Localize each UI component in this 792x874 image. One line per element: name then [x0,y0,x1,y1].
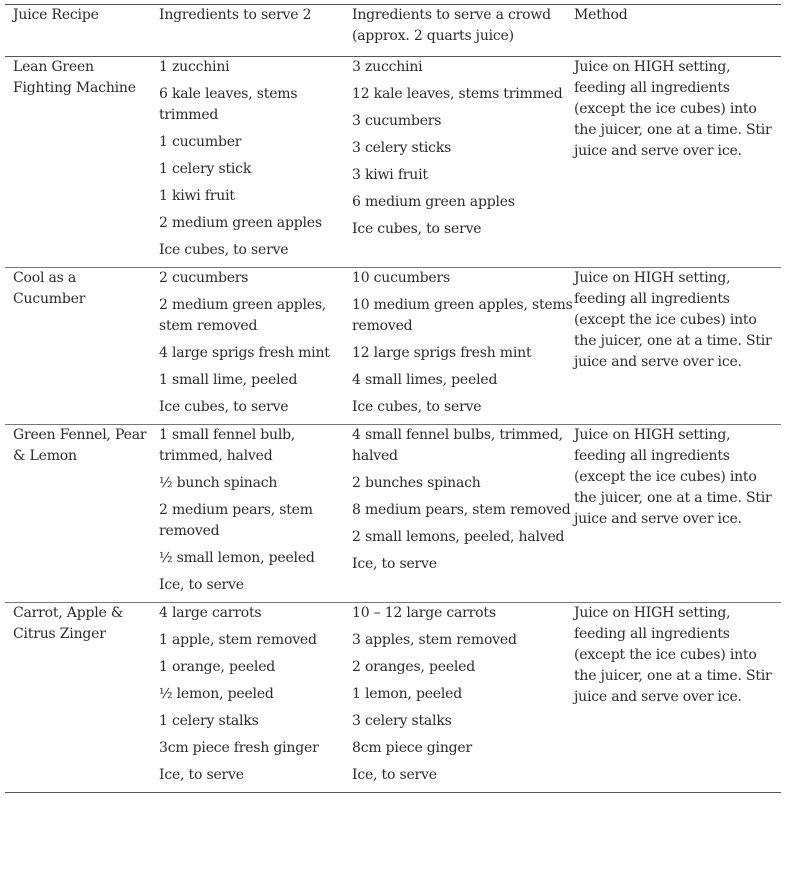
recipe-row [5,603,781,793]
ingredients-serve-crowd [352,603,574,793]
ingredient-item: 4 small fennel bulbs, trimmed, halved [352,427,563,464]
recipe-name: Carrot, Apple & Citrus Zinger [13,605,124,642]
method-text: Juice on HIGH setting, feeding all ingredients (except the ice cubes) into the juicer, one at a time. Stir juice and serve over ice. [574,605,772,705]
ingredients-serve-crowd [352,425,574,603]
ingredient-item: 3 celery sticks [352,140,452,156]
ingredient-item: Ice cubes, to serve [159,399,289,415]
ingredient-item: 8cm piece ginger [352,740,472,756]
ingredient-item: Ice cubes, to serve [352,399,482,415]
ingredient-item: 1 small lime, peeled [159,372,298,388]
ingredient-item: ½ small lemon, peeled [159,550,315,566]
ingredient-item: 3 kiwi fruit [352,167,428,183]
method-text: Juice on HIGH setting, feeding all ingredients (except the ice cubes) into the juicer, one at a time. Stir juice and serve over ice. [574,59,772,159]
ingredient-item: 12 large sprigs fresh mint [352,345,532,361]
ingredient-item: 4 small limes, peeled [352,372,498,388]
ingredient-item: 1 kiwi fruit [159,188,235,204]
ingredient-item: 3 celery stalks [352,713,452,729]
ingredient-item: 3 zucchini [352,59,423,75]
ingredient-item: 8 medium pears, stem removed [352,502,571,518]
ingredients-serve-crowd [352,57,574,268]
ingredient-item: 10 cucumbers [352,270,450,286]
recipe-rows [5,57,781,793]
header-serve-2: Ingredients to serve 2 [159,7,312,23]
ingredient-item: 1 small fennel bulb, trimmed, halved [159,427,296,464]
ingredient-item: 4 large carrots [159,605,262,621]
ingredient-item: 12 kale leaves, stems trimmed [352,86,563,102]
header-juice-recipe: Juice Recipe [13,7,99,23]
method-text: Juice on HIGH setting, feeding all ingredients (except the ice cubes) into the juicer, one at a time. Stir juice and serve over ice. [574,270,772,370]
ingredient-item: 1 zucchini [159,59,230,75]
ingredient-item: 2 medium green apples [159,215,322,231]
ingredients-serve-2 [159,425,352,603]
ingredient-item: 6 kale leaves, stems trimmed [159,86,298,123]
ingredient-item: Ice cubes, to serve [159,242,289,258]
ingredient-item: Ice, to serve [352,767,437,783]
ingredient-item: Ice, to serve [352,556,437,572]
ingredient-item: 2 oranges, peeled [352,659,476,675]
header-serve-crowd: Ingredients to serve a crowd (approx. 2 quarts juice) [352,7,551,44]
ingredient-item: 4 large sprigs fresh mint [159,345,330,361]
recipe-row [5,57,781,268]
ingredients-serve-crowd [352,268,574,425]
header-method: Method [574,7,628,23]
ingredient-item: 1 celery stick [159,161,252,177]
recipe-name: Lean Green Fighting Machine [13,59,136,96]
ingredients-serve-2 [159,57,352,268]
recipe-name: Green Fennel, Pear & Lemon [13,427,147,464]
ingredient-item: 1 apple, stem removed [159,632,317,648]
ingredient-item: 1 lemon, peeled [352,686,462,702]
header-row [5,5,781,57]
ingredient-item: 10 medium green apples, stems removed [352,297,573,334]
recipe-row [5,425,781,603]
ingredient-item: Ice, to serve [159,577,244,593]
ingredient-item: 3 apples, stem removed [352,632,517,648]
juice-recipe-table [5,4,781,793]
ingredients-serve-2 [159,268,352,425]
ingredient-item: 1 cucumber [159,134,242,150]
ingredient-item: ½ lemon, peeled [159,686,274,702]
recipe-name: Cool as a Cucumber [13,270,86,307]
ingredient-item: 2 medium pears, stem removed [159,502,313,539]
recipe-row [5,268,781,425]
ingredient-item: 3cm piece fresh ginger [159,740,319,756]
ingredient-item: 2 medium green apples, stem removed [159,297,327,334]
ingredient-item: 10 – 12 large carrots [352,605,496,621]
ingredient-item: 2 cucumbers [159,270,249,286]
ingredient-item: 2 bunches spinach [352,475,481,491]
ingredient-item: ½ bunch spinach [159,475,278,491]
ingredient-item: 6 medium green apples [352,194,515,210]
ingredient-item: 1 orange, peeled [159,659,276,675]
ingredient-item: 3 cucumbers [352,113,442,129]
method-text: Juice on HIGH setting, feeding all ingredients (except the ice cubes) into the juicer, one at a time. Stir juice and serve over ice. [574,427,772,527]
ingredient-item: 2 small lemons, peeled, halved [352,529,565,545]
ingredients-serve-2 [159,603,352,793]
ingredient-item: Ice cubes, to serve [352,221,482,237]
ingredient-item: 1 celery stalks [159,713,259,729]
ingredient-item: Ice, to serve [159,767,244,783]
